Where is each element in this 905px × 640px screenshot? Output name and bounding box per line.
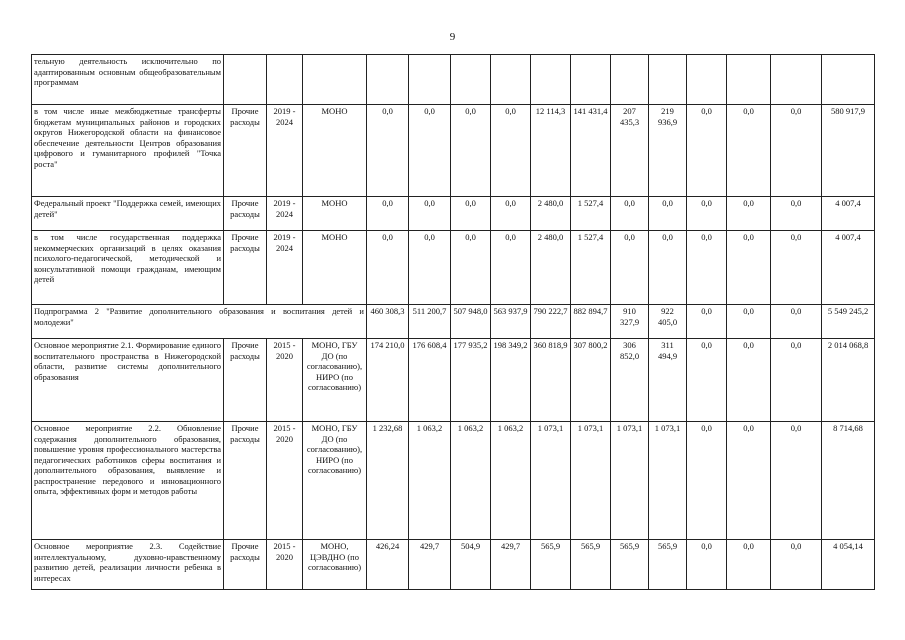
row-value: 8 714,68 — [822, 422, 875, 540]
row-value: 0,0 — [687, 540, 727, 590]
row-value — [771, 55, 822, 105]
row-period: 2019 - 2024 — [267, 105, 303, 197]
row-value — [367, 55, 409, 105]
row-name: Основное мероприятие 2.3. Содействие интеллектуальному, духовно-нравственному развитию детей, реализации личности ребенка в интересах — [32, 540, 224, 590]
row-value: 565,9 — [531, 540, 571, 590]
row-value: 0,0 — [727, 422, 771, 540]
row-source: Прочие расходы — [224, 540, 267, 590]
row-value: 0,0 — [451, 231, 491, 305]
row-executor: МОНО, ГБУ ДО (по согласованию), НИРО (по согласованию) — [303, 339, 367, 422]
row-value: 2 480,0 — [531, 197, 571, 231]
row-value: 0,0 — [491, 231, 531, 305]
row-source: Прочие расходы — [224, 422, 267, 540]
row-value: 174 210,0 — [367, 339, 409, 422]
row-value: 307 800,2 — [571, 339, 611, 422]
row-value: 0,0 — [687, 339, 727, 422]
table-row — [32, 197, 875, 231]
row-value: 0,0 — [727, 231, 771, 305]
row-value: 0,0 — [687, 105, 727, 197]
budget-table — [31, 54, 875, 590]
row-executor: МОНО, ГБУ ДО (по согласованию), НИРО (по согласованию) — [303, 422, 367, 540]
row-source: Прочие расходы — [224, 105, 267, 197]
row-value: 360 818,9 — [531, 339, 571, 422]
row-value: 2 014 068,8 — [822, 339, 875, 422]
row-source: Прочие расходы — [224, 231, 267, 305]
row-value: 0,0 — [649, 231, 687, 305]
row-value: 0,0 — [491, 105, 531, 197]
row-value: 0,0 — [771, 540, 822, 590]
row-value: 207 435,3 — [611, 105, 649, 197]
row-name: в том числе иные межбюджетные трансферты бюджетам муниципальных районов и городских округов Нижегородской области на финансовое обеспечение деятельности Центров образования цифрового и гуманитарного профилей "Точка роста" — [32, 105, 224, 197]
row-value: 4 054,14 — [822, 540, 875, 590]
row-source — [224, 55, 267, 105]
row-value: 0,0 — [611, 197, 649, 231]
row-value: 790 222,7 — [531, 305, 571, 339]
row-name: тельную деятельность исключительно по адаптированным основным общеобразовательным программам — [32, 55, 224, 105]
row-value: 141 431,4 — [571, 105, 611, 197]
row-value: 0,0 — [687, 305, 727, 339]
row-value: 306 852,0 — [611, 339, 649, 422]
row-value: 0,0 — [771, 197, 822, 231]
row-value: 0,0 — [367, 105, 409, 197]
row-value: 0,0 — [771, 105, 822, 197]
row-value: 0,0 — [727, 339, 771, 422]
row-value: 0,0 — [611, 231, 649, 305]
row-value: 177 935,2 — [451, 339, 491, 422]
row-value: 0,0 — [771, 231, 822, 305]
row-value: 580 917,9 — [822, 105, 875, 197]
row-value — [649, 55, 687, 105]
row-value: 0,0 — [727, 105, 771, 197]
row-period: 2019 - 2024 — [267, 231, 303, 305]
row-name: Федеральный проект "Поддержка семей, имеющих детей" — [32, 197, 224, 231]
row-value: 0,0 — [771, 305, 822, 339]
table-row — [32, 422, 875, 540]
row-value: 882 894,7 — [571, 305, 611, 339]
table-row — [32, 55, 875, 105]
row-value: 0,0 — [727, 540, 771, 590]
row-value: 1 063,2 — [451, 422, 491, 540]
row-period: 2015 - 2020 — [267, 422, 303, 540]
row-value: 0,0 — [451, 105, 491, 197]
row-value: 563 937,9 — [491, 305, 531, 339]
row-value: 1 527,4 — [571, 197, 611, 231]
row-value: 0,0 — [409, 105, 451, 197]
row-period: 2015 - 2020 — [267, 339, 303, 422]
row-period — [267, 55, 303, 105]
row-value: 4 007,4 — [822, 197, 875, 231]
row-value: 1 527,4 — [571, 231, 611, 305]
row-value: 2 480,0 — [531, 231, 571, 305]
row-name: в том числе государственная поддержка некоммерческих организаций в целях оказания психолого-педагогической, методической и консультативной помощи гражданам, имеющим детей — [32, 231, 224, 305]
row-value: 507 948,0 — [451, 305, 491, 339]
row-value — [409, 55, 451, 105]
table-row — [32, 540, 875, 590]
row-value: 0,0 — [367, 231, 409, 305]
row-value — [531, 55, 571, 105]
row-value: 565,9 — [649, 540, 687, 590]
row-value: 5 549 245,2 — [822, 305, 875, 339]
row-value — [611, 55, 649, 105]
row-source: Прочие расходы — [224, 339, 267, 422]
row-value: 565,9 — [611, 540, 649, 590]
row-executor: МОНО — [303, 231, 367, 305]
row-value: 460 308,3 — [367, 305, 409, 339]
row-value: 565,9 — [571, 540, 611, 590]
row-period: 2015 - 2020 — [267, 540, 303, 590]
table-row — [32, 105, 875, 197]
row-period: 2019 - 2024 — [267, 197, 303, 231]
row-name: Основное мероприятие 2.2. Обновление содержания дополнительного образования, повышение уровня профессионального мастерства педагогических работников сферы воспитания и дополнительного образования, выявление и распространение передового и инновационного опыта, эффективных форм и методов работы — [32, 422, 224, 540]
row-value: 0,0 — [727, 197, 771, 231]
row-value: 1 232,68 — [367, 422, 409, 540]
row-value: 0,0 — [649, 197, 687, 231]
row-value — [822, 55, 875, 105]
row-executor: МОНО — [303, 105, 367, 197]
row-name: Подпрограмма 2 "Развитие дополнительного образования и воспитания детей и молодежи" — [32, 305, 367, 339]
row-value: 0,0 — [687, 231, 727, 305]
row-value: 1 073,1 — [611, 422, 649, 540]
row-value: 426,24 — [367, 540, 409, 590]
row-value: 910 327,9 — [611, 305, 649, 339]
row-value: 1 073,1 — [531, 422, 571, 540]
row-name: Основное мероприятие 2.1. Формирование единого воспитательного пространства в Нижегородской области, развитие системы дополнительного образования — [32, 339, 224, 422]
row-value: 0,0 — [687, 422, 727, 540]
row-value: 4 007,4 — [822, 231, 875, 305]
row-value: 0,0 — [771, 422, 822, 540]
row-value — [451, 55, 491, 105]
row-value: 504,9 — [451, 540, 491, 590]
row-executor — [303, 55, 367, 105]
row-value: 1 073,1 — [649, 422, 687, 540]
row-value: 429,7 — [409, 540, 451, 590]
row-value: 0,0 — [409, 231, 451, 305]
row-executor: МОНО — [303, 197, 367, 231]
table-row — [32, 339, 875, 422]
row-value — [727, 55, 771, 105]
row-value: 1 063,2 — [409, 422, 451, 540]
row-value: 219 936,9 — [649, 105, 687, 197]
row-value: 0,0 — [687, 197, 727, 231]
row-value: 511 200,7 — [409, 305, 451, 339]
row-value: 198 349,2 — [491, 339, 531, 422]
table-row — [32, 305, 875, 339]
row-value: 1 073,1 — [571, 422, 611, 540]
row-value: 12 114,3 — [531, 105, 571, 197]
row-value: 0,0 — [491, 197, 531, 231]
row-source: Прочие расходы — [224, 197, 267, 231]
row-value: 0,0 — [409, 197, 451, 231]
row-value: 429,7 — [491, 540, 531, 590]
row-value: 176 608,4 — [409, 339, 451, 422]
row-value: 922 405,0 — [649, 305, 687, 339]
row-value — [571, 55, 611, 105]
row-value: 0,0 — [771, 339, 822, 422]
row-executor: МОНО, ЦЭВДНО (по согласованию) — [303, 540, 367, 590]
row-value: 0,0 — [451, 197, 491, 231]
row-value: 311 494,9 — [649, 339, 687, 422]
row-value — [687, 55, 727, 105]
row-value — [491, 55, 531, 105]
page-number: 9 — [449, 31, 456, 43]
row-value: 0,0 — [727, 305, 771, 339]
row-value: 0,0 — [367, 197, 409, 231]
row-value: 1 063,2 — [491, 422, 531, 540]
table-row — [32, 231, 875, 305]
